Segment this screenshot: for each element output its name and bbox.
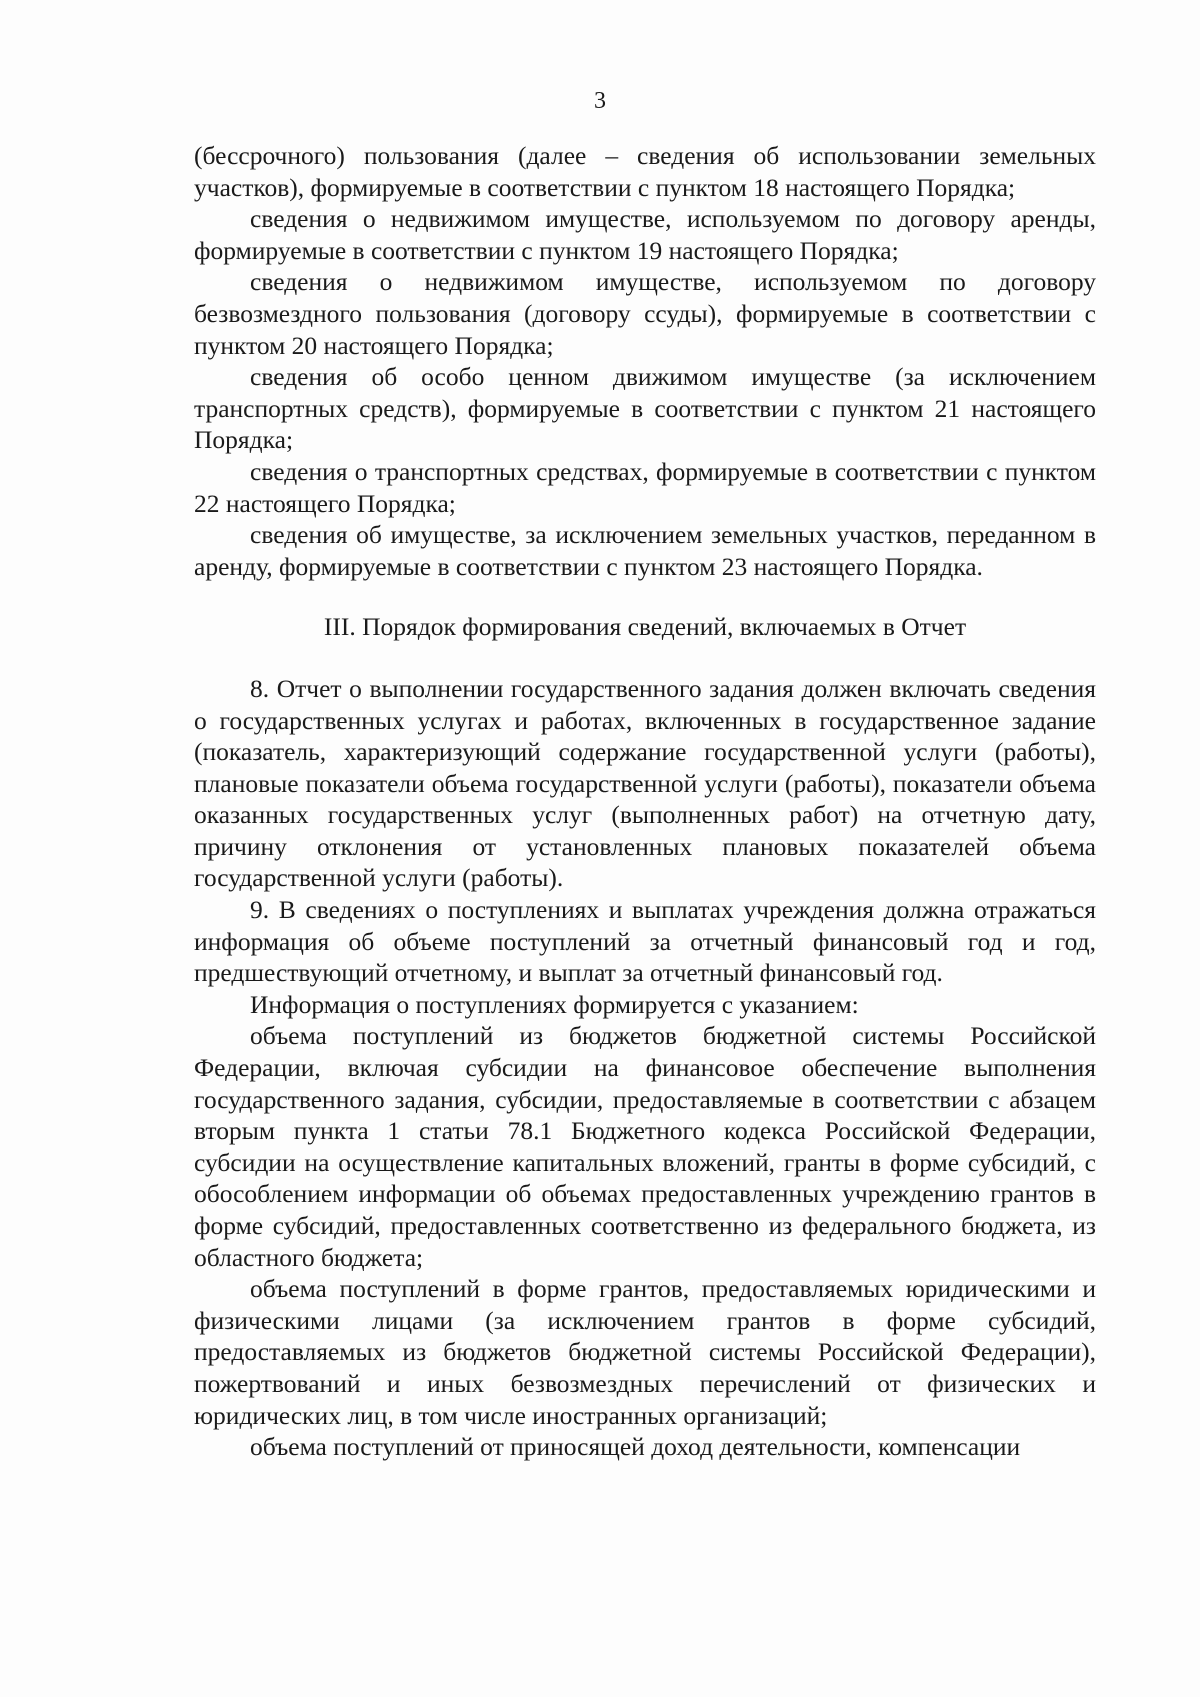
- page-number: 3: [594, 88, 606, 114]
- paragraph: сведения об особо ценном движимом имуществе (за исключением транспортных средств), формируемые в соответствии с пунктом 21 настоящего Порядка;: [194, 362, 1096, 455]
- document-body: [194, 140, 1096, 1463]
- paragraph: сведения о недвижимом имуществе, используемом по договору безвозмездного пользования (договору ссуды), формируемые в соответствии с пунктом 20 настоящего Порядка;: [194, 267, 1096, 360]
- paragraph: сведения об имуществе, за исключением земельных участков, переданном в аренду, формируемые в соответствии с пунктом 23 настоящего Порядка.: [194, 520, 1096, 581]
- paragraph: объема поступлений в форме грантов, предоставляемых юридическими и физическими лицами (за исключением грантов в форме субсидий, предоставляемых из бюджетов бюджетной системы Российской Федерации), пожертвований и иных безвозмездных перечислений от физических и юридических лиц, в том числе иностранных организаций;: [194, 1274, 1096, 1430]
- paragraph: сведения о недвижимом имуществе, используемом по договору аренды, формируемые в соответствии с пунктом 19 настоящего Порядка;: [194, 204, 1096, 265]
- paragraph: Информация о поступлениях формируется с указанием:: [250, 989, 859, 1019]
- section-heading: III. Порядок формирования сведений, включаемых в Отчет: [323, 612, 967, 642]
- paragraph: сведения о транспортных средствах, формируемые в соответствии с пунктом 22 настоящего Порядка;: [194, 456, 1096, 518]
- paragraph-truncated: объема поступлений от приносящей доход деятельности, компенсации: [250, 1432, 1021, 1462]
- paragraph: объема поступлений из бюджетов бюджетной системы Российской Федерации, включая субсидии на финансовое обеспечение выполнения государственного задания, субсидии, предоставляемые в соответствии с абзацем вторым пункта 1 статьи 78.1 Бюджетного кодекса Российской Федерации, субсидии на осуществление капитальных вложений, гранты в форме субсидий, с обособлением информации об объемах предоставленных учреждению грантов в форме субсидий, предоставленных соответственно из федерального бюджета, из областного бюджета;: [194, 1021, 1096, 1272]
- paragraph-item-9: 9. В сведениях о поступлениях и выплатах учреждения должна отражаться информация об объеме поступлений за отчетный финансовый год и год, предшествующий отчетному, и выплат за отчетный финансовый год.: [194, 895, 1096, 988]
- paragraph-item-8: 8. Отчет о выполнении государственного задания должен включать сведения о государственных услугах и работах, включенных в государственное задание (показатель, характеризующий содержание государственной услуги (работы), плановые показатели объема государственной услуги (работы), показатели объема оказанных государственных услуг (выполненных работ) на отчетную дату, причину отклонения от установленных плановых показателей объема государственной услуги (работы).: [194, 673, 1096, 893]
- paragraph-continuation: (бессрочного) пользования (далее – сведения об использовании земельных участков), формируемые в соответствии с пунктом 18 настоящего Порядка;: [194, 141, 1096, 202]
